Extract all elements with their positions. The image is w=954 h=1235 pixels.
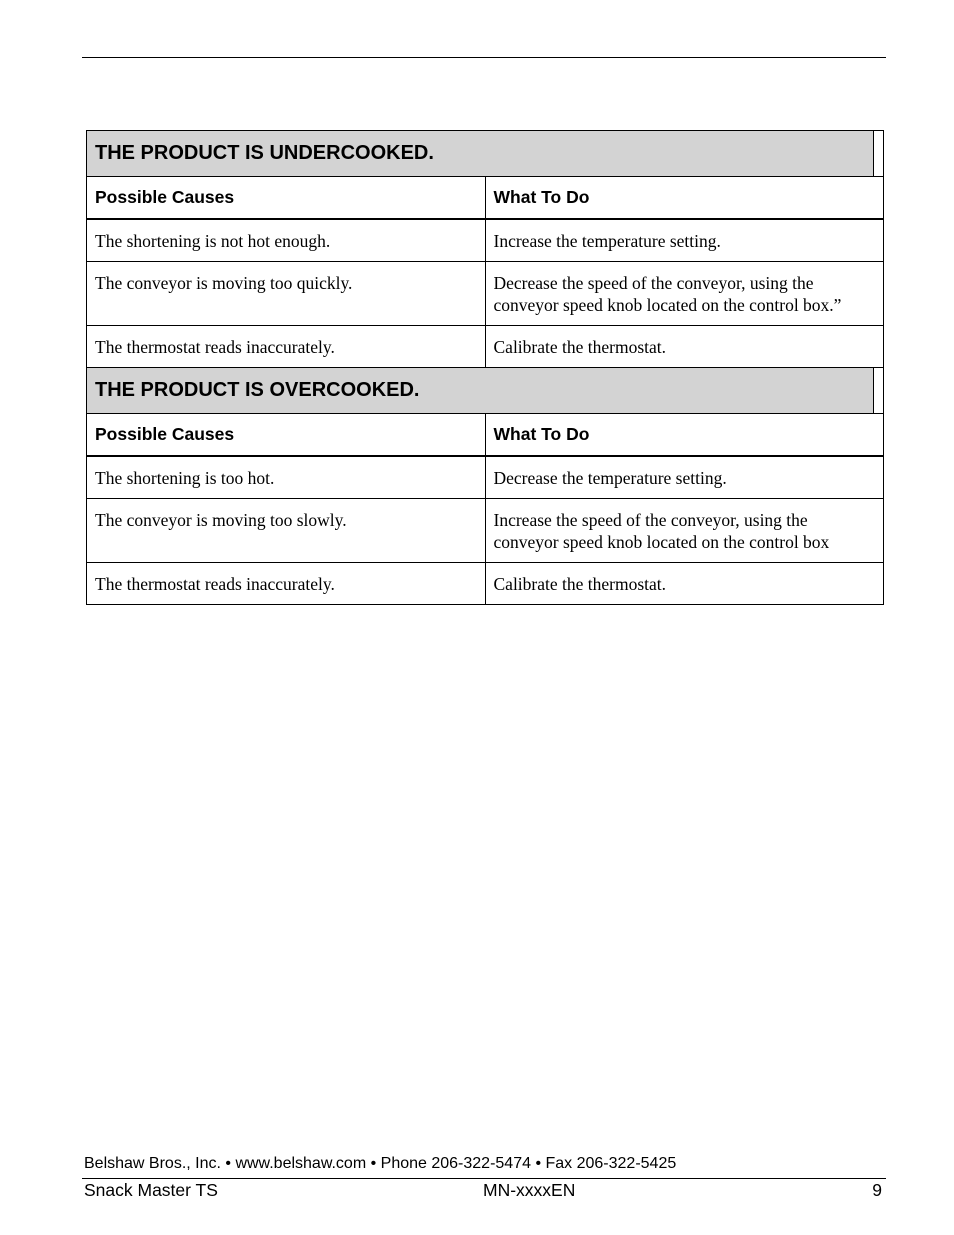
column-header-row [87,414,884,457]
header-possible-causes: Possible Causes [87,414,486,457]
header-possible-causes: Possible Causes [87,177,486,220]
action-cell: Increase the speed of the conveyor, using the conveyor speed knob located on the control box [485,499,884,563]
table-row [87,326,884,368]
footer-rule [82,1178,886,1179]
table-row [87,563,884,605]
cause-cell: The thermostat reads inaccurately. [87,326,486,368]
action-cell: Increase the temperature setting. [485,219,884,262]
table-row [87,456,884,499]
action-cell: Calibrate the thermostat. [485,563,884,605]
action-cell: Decrease the temperature setting. [485,456,884,499]
table-row [87,499,884,563]
action-cell: Decrease the speed of the conveyor, using the conveyor speed knob located on the control box.” [485,262,884,326]
header-what-to-do: What To Do [485,177,884,220]
header-rule [82,57,886,58]
cause-cell: The shortening is not hot enough. [87,219,486,262]
cause-cell: The thermostat reads inaccurately. [87,563,486,605]
table-row [87,262,884,326]
footer-product-name: Snack Master TS [84,1180,218,1200]
page-number: 9 [872,1180,882,1200]
column-header-row [87,177,884,220]
cause-cell: The conveyor is moving too quickly. [87,262,486,326]
table-row [87,219,884,262]
cause-cell: The shortening is too hot. [87,456,486,499]
footer-doc-code: MN-xxxxEN [483,1180,576,1200]
section-title-row [87,131,884,177]
section-title-row [87,368,884,414]
section-title: THE PRODUCT IS UNDERCOOKED. [87,131,884,177]
action-cell: Calibrate the thermostat. [485,326,884,368]
section-title: THE PRODUCT IS OVERCOOKED. [87,368,884,414]
troubleshooting-table [86,130,884,605]
footer-contact-line: Belshaw Bros., Inc. • www.belshaw.com • Phone 206-322-5474 • Fax 206-322-5425 [84,1155,677,1172]
header-what-to-do: What To Do [485,414,884,457]
cause-cell: The conveyor is moving too slowly. [87,499,486,563]
